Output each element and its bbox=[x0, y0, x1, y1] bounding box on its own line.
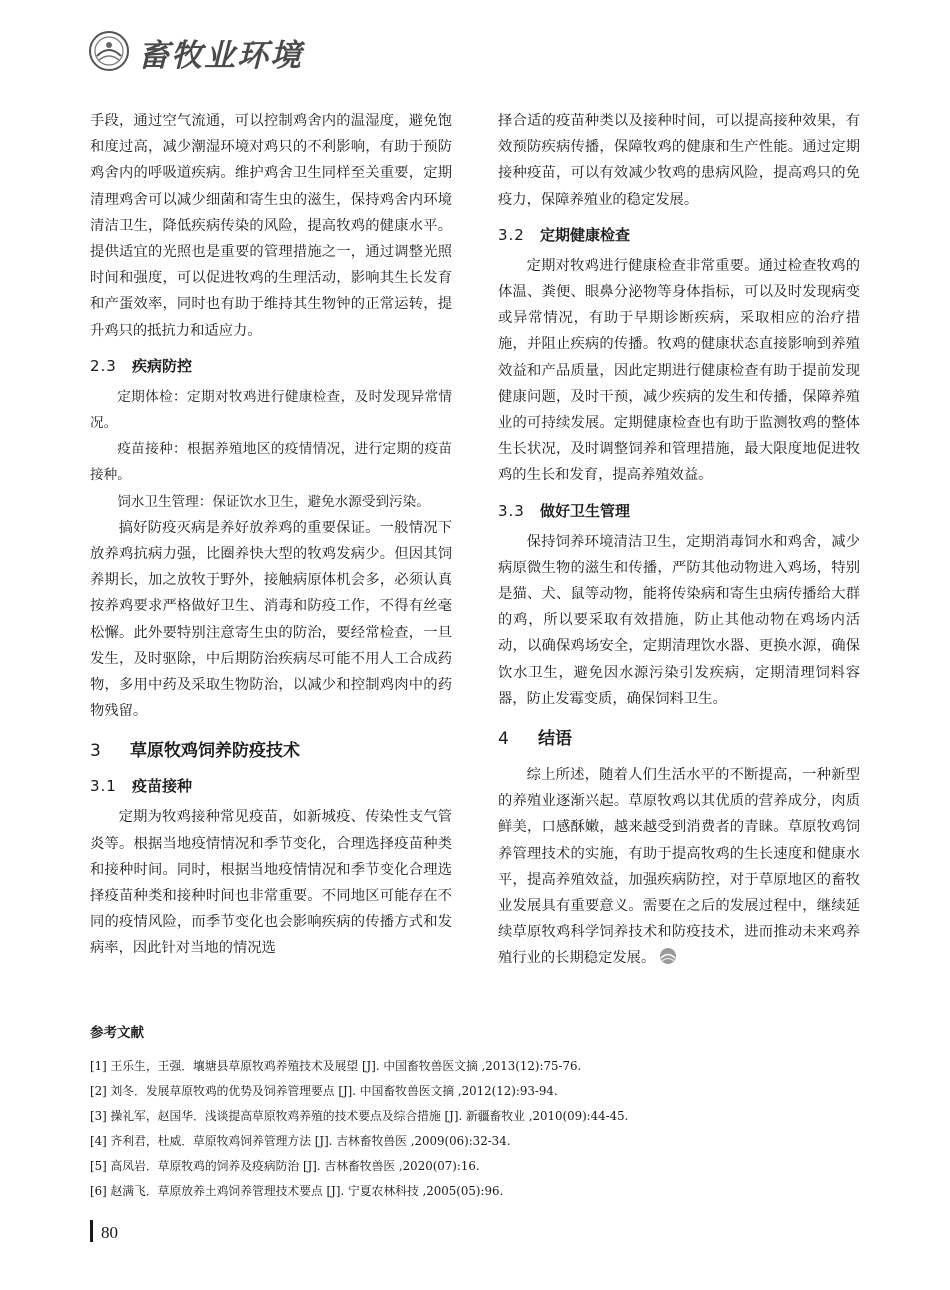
right-paragraph-4 bbox=[498, 762, 860, 972]
reference-item: [3] 操礼军，赵国华．浅谈提高草原牧鸡养殖的技术要点及综合措施 [J]. 新疆畜牧业 ,2010(09):44-45. bbox=[90, 1109, 629, 1123]
references-title: 参考文献 bbox=[90, 1025, 144, 1041]
right-column bbox=[498, 108, 860, 972]
section-number: 3.1 bbox=[90, 777, 117, 796]
journal-title: 畜牧业环境 bbox=[138, 38, 303, 74]
section-number: 3 bbox=[90, 741, 102, 762]
section-number: 3.3 bbox=[498, 501, 525, 520]
page-number bbox=[90, 1220, 118, 1246]
journal-header bbox=[88, 26, 388, 82]
section-number: 2.3 bbox=[90, 356, 117, 375]
section-title: 草原牧鸡饲养防疫技术 bbox=[130, 741, 300, 762]
reference-item: [6] 赵满飞．草原放养土鸡饲养管理技术要点 [J]. 宁夏农林科技 ,2005(05):96. bbox=[90, 1184, 504, 1198]
right-paragraph-1: 择合适的疫苗种类以及接种时间，可以提高接种效果，有效预防疾病传播，保障牧鸡的健康和生产性能。通过定期接种疫苗，可以有效减少牧鸡的患病风险，提高鸡只的免疫力，保障养殖业的稳定发展。 bbox=[498, 113, 860, 208]
section-3-heading bbox=[90, 738, 452, 764]
right-paragraph-3: 保持饲养环境清洁卫生，定期消毒饲水和鸡舍，减少病原微生物的滋生和传播，严防其他动物进入鸡场，特别是猫、犬、鼠等动物，能将传染病和寄生虫病传播给大群的鸡，所以要采取有效措施，防止其他动物在鸡场内活动，以确保鸡场安全，定期清理饮水器、更换水源，确保饮水卫生，避免因水源污染引发疾病，定期清理饲料容器，防止发霉变质，确保饲料卫生。 bbox=[498, 533, 860, 707]
section-title: 疾病防控 bbox=[132, 356, 193, 375]
section-title: 结语 bbox=[538, 729, 572, 750]
section-3-2-heading bbox=[498, 223, 860, 247]
section-2-3-heading bbox=[90, 354, 452, 378]
section-number: 3.2 bbox=[498, 225, 525, 244]
left-column bbox=[90, 108, 452, 962]
list-item-checkup: 定期体检：定期对牧鸡进行健康检查，及时发现异常情况。 bbox=[90, 388, 452, 432]
section-3-1-heading bbox=[90, 774, 452, 798]
section-4-heading bbox=[498, 726, 860, 752]
conclusion-text: 综上所述，随着人们生活水平的不断提高，一种新型的养殖业逐渐兴起。草原牧鸡以其优质的营养成分，肉质鲜美，口感酥嫩，越来越受到消费者的青睐。草原牧鸡饲养管理技术的实施，有助于提高牧鸡的生长速度和健康水平，提高养殖效益，加强疾病防控，对于草原地区的畜牧业发展具有重要意义。需要在之后的发展过程中，继续延续草原牧鸡科学饲养技术和防疫技术，进而推动未来鸡养殖行业的长期稳定发展。 bbox=[498, 767, 860, 967]
section-number: 4 bbox=[498, 729, 510, 750]
left-paragraph-3: 定期为牧鸡接种常见疫苗，如新城疫、传染性支气管炎等。根据当地疫情情况和季节变化，合理选择疫苗种类和接种时间。同时，根据当地疫情情况和季节变化合理选择疫苗种类和接种时间也非常重要。不同地区可能存在不同的疫情风险，而季节变化也会影响疾病的传播方式和发病率，因此针对当地的情况选 bbox=[90, 809, 452, 957]
page-marker-bar bbox=[90, 1220, 93, 1242]
article-end-icon bbox=[659, 947, 677, 965]
list-item-vaccination: 疫苗接种：根据养殖地区的疫情情况，进行定期的疫苗接种。 bbox=[90, 441, 452, 484]
list-item-water-hygiene: 饲水卫生管理：保证饮水卫生，避免水源受到污染。 bbox=[117, 493, 430, 510]
reference-item: [2] 刘冬．发展草原牧鸡的优势及饲养管理要点 [J]. 中国畜牧兽医文摘 ,2012(12):93-94. bbox=[90, 1084, 558, 1098]
left-paragraph-2: 搞好防疫灭病是养好放养鸡的重要保证。一般情况下放养鸡抗病力强，比圈养快大型的牧鸡发病少。但因其饲养期长，加之放牧于野外，接触病原体机会多，必须认真按养鸡要求严格做好卫生、消毒和防疫工作，不得有丝毫松懈。此外要特别注意寄生虫的防治，要经常检查，一旦发生，及时驱除，中后期防治疾病尽可能不用人工合成药物，多用中药及采取生物防治，以减少和控制鸡肉中的药物残留。 bbox=[90, 519, 452, 720]
page-number-value: 80 bbox=[101, 1223, 118, 1242]
reference-item: [5] 高凤岩．草原牧鸡的饲养及疫病防治 [J]. 吉林畜牧兽医 ,2020(07):16. bbox=[90, 1159, 480, 1173]
references-section bbox=[90, 1022, 870, 1204]
right-paragraph-2: 定期对牧鸡进行健康检查非常重要。通过检查牧鸡的体温、粪便、眼鼻分泌物等身体指标，可以及时发现病变或异常情况，有助于早期诊断疾病，采取相应的治疗措施，并阻止疾病的传播。牧鸡的健康状态直接影响到养殖效益和产品质量，因此定期进行健康检查有助于提前发现健康问题，及时干预，减少疾病的发生和传播，保障养殖业的可持续发展。定期健康检查也有助于监测牧鸡的整体生长状况，及时调整饲养和管理措施，最大限度地促进牧鸡的生长和发育，提高养殖效益。 bbox=[498, 257, 860, 484]
journal-logo-icon bbox=[88, 30, 130, 72]
section-title: 定期健康检查 bbox=[540, 225, 631, 244]
section-title: 疫苗接种 bbox=[132, 777, 193, 796]
section-title: 做好卫生管理 bbox=[540, 501, 631, 520]
section-3-3-heading bbox=[498, 499, 860, 523]
reference-item: [4] 齐利君，杜威．草原牧鸡饲养管理方法 [J]. 吉林畜牧兽医 ,2009(06):32-34. bbox=[90, 1134, 511, 1148]
reference-item: [1] 王乐生，王强．壤塘县草原牧鸡养殖技术及展望 [J]. 中国畜牧兽医文摘 ,2013(12):75-76. bbox=[90, 1059, 582, 1073]
left-paragraph-1: 手段，通过空气流通，可以控制鸡舍内的温湿度，避免饱和度过高，减少潮湿环境对鸡只的不利影响，有助于预防鸡舍内的呼吸道疾病。维护鸡舍卫生同样至关重要，定期清理鸡舍可以减少细菌和寄生虫的滋生，保持鸡舍内环境清洁卫生，降低疾病传染的风险，提高牧鸡的健康水平。提供适宜的光照也是重要的管理措施之一，通过调整光照时间和强度，可以促进牧鸡的生理活动，影响其生长发育和产蛋效率，同时也有助于维持其生物钟的正常运转，提升鸡只的抵抗力和适应力。 bbox=[90, 113, 452, 339]
